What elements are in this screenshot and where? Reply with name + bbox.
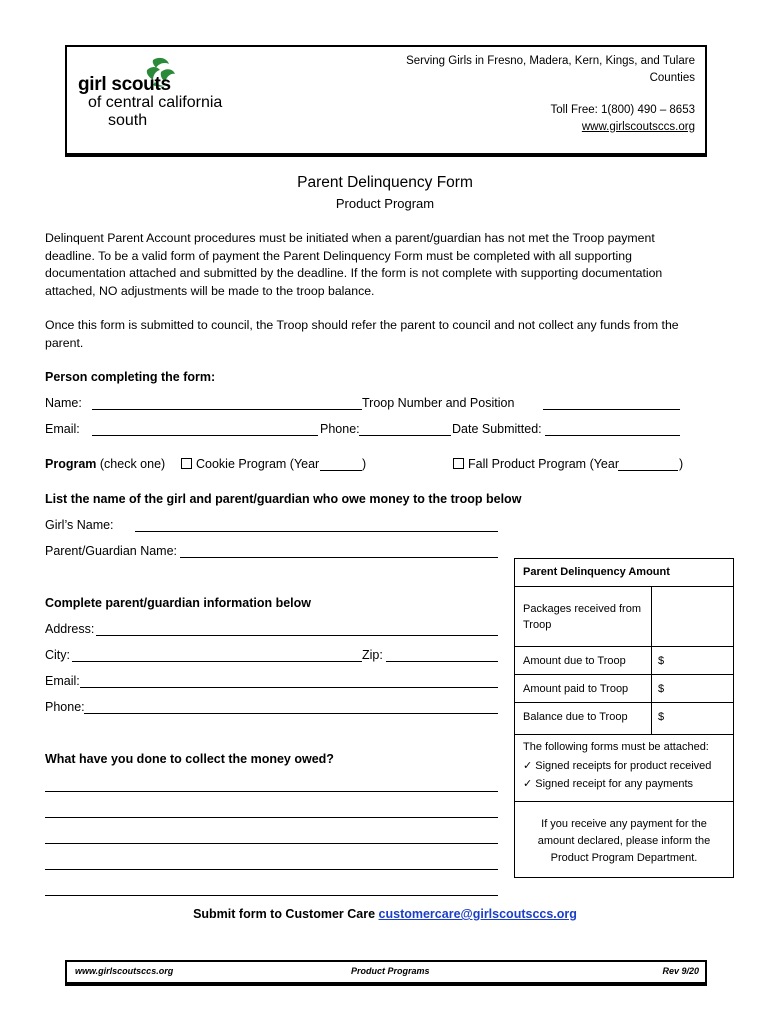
collect-line[interactable] <box>45 895 498 896</box>
city-field[interactable] <box>72 661 362 662</box>
email-label: Email: <box>45 422 80 436</box>
girl-name-field[interactable] <box>135 531 498 532</box>
email-field[interactable] <box>92 435 318 436</box>
collect-line[interactable] <box>45 843 498 844</box>
troop-field[interactable] <box>543 409 680 410</box>
submit-text: Submit form to Customer Care <box>193 907 376 921</box>
submit-line <box>0 907 770 921</box>
girl-name-label: Girl’s Name: <box>45 518 114 532</box>
amount-table-header: Parent Delinquency Amount <box>523 566 670 578</box>
logo-text-3: south <box>108 112 148 129</box>
attach-item-text: Signed receipt for any payments <box>535 778 694 790</box>
notice-line: amount declared, please inform the <box>537 835 711 847</box>
girl-heading: List the name of the girl and parent/guardian who owe money to the troop below <box>45 492 522 506</box>
attach-intro: The following forms must be attached: <box>523 741 709 753</box>
customer-care-email-link[interactable]: customercare@girlscoutsccs.org <box>378 907 577 921</box>
parent-name-field[interactable] <box>180 557 498 558</box>
logo-text-2: of central california <box>88 94 223 111</box>
collect-line[interactable] <box>45 817 498 818</box>
zip-label: Zip: <box>362 648 383 662</box>
footer-center: Product Programs <box>351 966 430 976</box>
program-label: Program <box>45 457 97 471</box>
program-row <box>45 457 165 471</box>
date-label: Date Submitted: <box>452 422 542 436</box>
name-field[interactable] <box>92 409 362 410</box>
intro-line: parent. <box>45 335 84 350</box>
collect-line[interactable] <box>45 791 498 792</box>
header-contact <box>395 53 695 135</box>
intro-line: Delinquent Parent Account procedures must be initiated when a parent/guardian has not met the Troop payment <box>45 231 655 245</box>
info-heading: Complete parent/guardian information below <box>45 596 311 610</box>
cookie-label: Cookie Program (Year <box>196 457 320 471</box>
logo <box>78 60 228 140</box>
zip-field[interactable] <box>386 661 498 662</box>
cookie-close: ) <box>362 457 367 471</box>
packages-label: Packages received from Troop <box>523 603 641 631</box>
person-heading: Person completing the form: <box>45 370 216 384</box>
info-email-label: Email: <box>45 674 80 688</box>
balance-due-value[interactable]: $ <box>658 711 665 723</box>
intro-line: documentation attached and submitted by the deadline. If the form is not complete with supporting documentation <box>45 266 663 280</box>
address-label: Address: <box>45 622 95 636</box>
cookie-checkbox[interactable] <box>181 458 192 469</box>
info-email-field[interactable] <box>80 687 498 688</box>
payment-notice <box>515 816 733 867</box>
website-link[interactable]: www.girlscoutsccs.org <box>581 120 695 133</box>
date-field[interactable] <box>545 435 680 436</box>
program-hint: (check one) <box>99 457 166 471</box>
service-area-2: Counties <box>649 71 695 84</box>
intro-paragraph-2 <box>45 317 725 352</box>
amount-due-label: Amount due to Troop <box>523 655 626 667</box>
fall-option[interactable] <box>453 457 619 471</box>
attach-item-text: Signed receipts for product received <box>535 760 712 772</box>
logo-text: girl scouts <box>78 74 171 95</box>
fall-close: ) <box>679 457 684 471</box>
fall-year-field[interactable] <box>618 470 678 471</box>
footer <box>65 960 707 984</box>
attach-item: ✓ Signed receipts for product received <box>523 760 712 772</box>
phone-field[interactable] <box>359 435 451 436</box>
amount-paid-value[interactable]: $ <box>658 683 665 695</box>
collect-line[interactable] <box>45 869 498 870</box>
intro-line: Once this form is submitted to council, the Troop should refer the parent to council and not collect any funds from the <box>45 318 679 332</box>
intro-line: attached, NO adjustments will be made to the troop balance. <box>45 283 375 298</box>
amount-table <box>514 558 734 878</box>
amount-paid-label: Amount paid to Troop <box>523 683 629 695</box>
troop-label: Troop Number and Position <box>362 396 515 410</box>
address-field[interactable] <box>96 635 498 636</box>
info-phone-label: Phone: <box>45 700 85 714</box>
balance-due-label: Balance due to Troop <box>523 711 628 723</box>
service-area: Serving Girls in Fresno, Madera, Kern, Kings, and Tulare <box>406 55 695 67</box>
cookie-year-field[interactable] <box>320 470 362 471</box>
info-phone-field[interactable] <box>84 713 498 714</box>
intro-paragraph <box>45 230 725 300</box>
amount-due-value[interactable]: $ <box>658 655 665 667</box>
attach-item: ✓ Signed receipt for any payments <box>523 778 694 790</box>
fall-label: Fall Product Program (Year <box>468 457 619 471</box>
fall-checkbox[interactable] <box>453 458 464 469</box>
parent-name-label: Parent/Guardian Name: <box>45 544 178 558</box>
page-subtitle: Product Program <box>335 196 435 211</box>
collect-heading: What have you done to collect the money owed? <box>45 752 334 766</box>
footer-revision: Rev 9/20 <box>662 966 699 976</box>
notice-line: Product Program Department. <box>550 852 698 864</box>
footer-website: www.girlscoutsccs.org <box>75 966 174 976</box>
cookie-option[interactable] <box>181 457 319 471</box>
intro-line: deadline. To be a valid form of payment the Parent Delinquency Form must be completed with all supporting <box>45 248 632 263</box>
notice-line: If you receive any payment for the <box>541 818 707 830</box>
name-label: Name: <box>45 396 82 410</box>
page-title: Parent Delinquency Form <box>297 174 473 191</box>
city-label: City: <box>45 648 70 662</box>
toll-free: Toll Free: 1(800) 490 – 8653 <box>550 104 695 116</box>
phone-label: Phone: <box>320 422 360 436</box>
